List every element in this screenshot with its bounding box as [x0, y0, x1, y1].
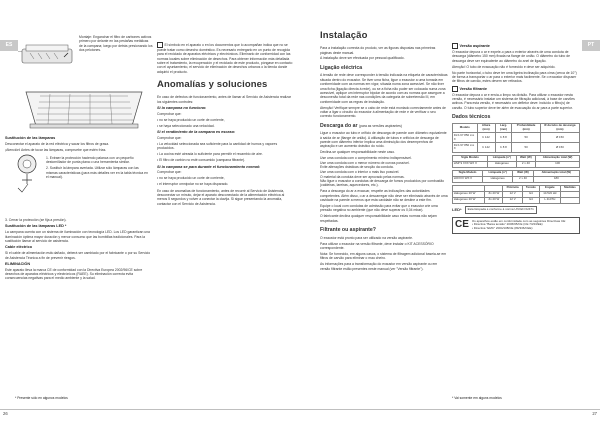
filt-text: O exaustor depura o ar e envia-o limpo na divisão. Para utilizar o exaustor nesta versão, é necessário instalar um sistema de filtração adicional, à base de carvões activos. Para esta versão, é necessário um defletor deve: incluído o filtro(s) de carvão. O tubo superior deve ter além de evacuação do ar para a parte superior.: [452, 92, 575, 110]
install-intro: Para a instalação correcta do produto, ver as figuras dispostas nas primeiras páginas deste manual.: [320, 46, 436, 55]
heading-elim: ELIMINACIÓN: [5, 261, 31, 266]
page-right: [300, 0, 600, 424]
footer-rule: [0, 409, 300, 410]
question-1: Si la campana no funciona:: [157, 106, 207, 111]
table-cell: DLS 67 850 xxx X: [453, 133, 478, 143]
table-cell: HSP 9 XXX WX X: [453, 161, 488, 167]
table-row: [453, 161, 580, 167]
install-note: A instalação deve ser efectuada por pessoal qualificado.: [320, 56, 405, 61]
lamp-step-1: 1. Extraer la protección haciendo palanca con un pequeño destornillador de punta plana o una herramienta similar.: [46, 156, 134, 165]
q2-item: • El filtro de carbón no esté consumido (campana filtrante).: [157, 158, 246, 163]
q1-item: • no se haya producido un corte de corriente,: [157, 117, 225, 122]
table-row: [453, 197, 580, 203]
table-cell: DLS 97 850 xxx X: [453, 143, 478, 153]
question-2: Si el rendimiento de la campana es escaso:: [157, 130, 236, 135]
asp-text: O exaustor depura o ar e expele-o para o exterior através de uma conduta de descarga (diâmetro 150 mm) fixada na flange de união. O diâmetro do tubo de descarga deve ser equivalente ao diâmetro do anel de ligação.: [452, 50, 570, 63]
heading-lamps: Sustitución de las lámparas: [5, 136, 56, 140]
spec-table-lamps-1: [452, 155, 580, 168]
filtr-text-1: O exaustor está pronto para ser utilizado na versão aspirante.: [320, 235, 413, 240]
table-cell: Ø 150: [540, 133, 579, 143]
table-cell: b 8 8: [495, 143, 512, 153]
ce-line: • Directiva "EMC" 2004/108/CE (89/336/CEE): [471, 226, 533, 230]
table-header: Modelo: [453, 123, 478, 133]
heading-cable: Cable eléctrico: [5, 245, 33, 250]
filtr-text-2: Para utilizar o exaustor na versão filtrante, deve instalar o KIT ACESSÓRIO correspondente.: [320, 241, 434, 251]
left-column-1: [79, 35, 153, 54]
led-note: Esta lâmpada é conforme à norma UNI EN 62471: [465, 206, 537, 214]
table-cell: Halogéneo 20 W: [453, 191, 485, 197]
desc-list-item: Use uma conduta com o interior o mais liso possível.: [320, 169, 400, 174]
elim-text: Este aparato lleva la marca CE de conformidad con la Directiva Europea 2002/96/CE sobre desechos de aparatos eléctricos y electrónicos (RAEE). Su eliminación correcta evita consecuencias negativas para el medio ambiente y la salud.: [5, 267, 143, 281]
montaje-text: Montaje: Enganchar el filtro de carbones activos primero por delante en las pestañas metálicas de la campana; luego por detrás presionando los dos pelotones.: [79, 35, 153, 53]
q3-item-text: el interruptor omnipolar no se haya disparado.: [159, 182, 229, 187]
q3-check: Comprobar que:: [157, 170, 182, 175]
q3-item-text: no se haya producido un corte de corriente,: [159, 176, 225, 181]
table-header: Potência: [503, 185, 523, 191]
table-header: Engate: [539, 185, 560, 191]
heading-instalacao: Instalação: [320, 30, 368, 41]
desc-list-item: Use uma conduta com o comprimento mínimo indispensável.: [320, 156, 412, 161]
anomalias-final: En caso de anomalías de funcionamiento, antes de recurrir al Servicio de Asistencia, desconectar un minuto, dejar el aparato desconectado de la alimentación eléctrica al menos 5 segundos y volver a conectar la clavija. Si sigue presentando la anomalía, contactar con el Servicio de Asistencia.: [157, 188, 285, 206]
spec-table-dimensions: [452, 123, 580, 153]
table-cell: Halogéneo: [483, 176, 513, 182]
filtr-note: Nota: Se fornecido, em alguns casos, o sistema de filtragem adicional baseia-se em filtros de carvão para eliminar o mau cheiro.: [320, 251, 447, 261]
led-row: [452, 206, 580, 214]
footer-rule: [300, 409, 600, 410]
table-cell: G4: [522, 191, 539, 197]
heading-filtrante-versao: [452, 86, 580, 92]
recirculation-mode-icon: [452, 86, 458, 92]
table-header: Alimentação total (W): [533, 170, 579, 176]
table-cell: HOXXX WX X: [453, 176, 483, 182]
q1-check: Comprobar que:: [157, 111, 182, 116]
question-3: Si la campana se para durante el funcionamiento normal:: [157, 164, 261, 169]
symbol-text: [157, 42, 295, 74]
heading-aspirante: [452, 43, 580, 49]
table-cell: Zx 20 W: [485, 197, 503, 203]
language-tab-pt: PT: [582, 40, 600, 51]
carbon-filter-illustration: [20, 37, 74, 75]
page-number: 26: [3, 411, 8, 416]
table-cell: 50: [512, 133, 540, 143]
spec-table-bulbs: [452, 185, 580, 204]
desc-text-2: Declina-se qualquer responsabilidade neste caso.: [320, 150, 396, 155]
q1-item: • se haya seleccionado una velocidad.: [157, 123, 215, 128]
table-cell: b 8 8: [495, 133, 512, 143]
heading-ligacao: Ligação eléctrica: [320, 64, 363, 71]
lamp-step-3: 3. Cerrar la protección (se fija a presión).: [5, 218, 67, 222]
table-header: Ø da tubo de descarga (mm): [540, 123, 579, 133]
page-number: 27: [592, 411, 597, 416]
led-text: La campana cuenta con un sistema de iluminación con tecnología LED. Los LED garantizan una iluminación óptima mayor duración y menor consumo que las bombillas tradicionales. Para la sustitución llamar al servicio de asistencia.: [5, 230, 150, 243]
table-row: [453, 176, 580, 182]
q1-item-text: no se haya producido un corte de corriente,: [159, 117, 225, 122]
spec-table-lamps-2: [452, 170, 580, 183]
cable-text: Si el cable de alimentación está dañado, deberá ser cambiado por el fabricante o por su Servicio de Asistencia Técnica a fin de prevenir riesgos.: [5, 251, 151, 260]
table-cell: Halogéneo 20 W: [453, 197, 485, 203]
ce-line: • Directiva "Baixa tensão" 2006/95/CE (CE 73/23/EE): [471, 222, 543, 227]
led-label: LED*: [452, 207, 462, 213]
table-header: Lâmpada (n°): [488, 155, 517, 161]
table-cell: L.3x4TH: [539, 197, 560, 203]
lamp-steps: [46, 156, 151, 181]
asp-warning: Atenção! O tubo de evacuação não é fornecido e deve ser adquirido.: [452, 64, 556, 69]
heading-dados-tecnicos: Dados técnicos: [452, 114, 491, 121]
desc-text-4: Equipe o local com condutas de admissão para evitar que o exaustor crie uma pressão negativa no ambiente (que não deve superar os 0,04 mbar).: [320, 204, 438, 213]
desc-list-item: O material da conduta deve ser aprovado pelas normas.: [320, 174, 405, 179]
table-header: Medidas: [560, 185, 579, 191]
table-cell: b 142: [477, 143, 495, 153]
lamps-intro: Desconectar el aparato de la red eléctrica y sacar los filtros de grasa.: [5, 141, 110, 146]
lamp-step-2: 2. Sustituir la lámpara averiada. Utilizar sólo lámparas con las mismas características (para más detalles ver en la tabla técnica en el manual).: [46, 166, 148, 180]
q2-check: Comprobar que:: [157, 136, 182, 141]
ce-mark-icon: CE: [455, 218, 469, 230]
q2-item-text: La velocidad seleccionada sea suficiente para la cantidad de humos y vapores producidos.: [157, 141, 278, 151]
q1-item-text: se haya seleccionado una velocidad.: [159, 123, 215, 128]
left-column-1-lower: [5, 218, 151, 282]
grease-filter-grid-illustration: [20, 86, 148, 132]
table-cell: 100: [536, 161, 580, 167]
desc-list-item: Evite alterações drásticas de secção da conduta.: [320, 165, 394, 170]
table-cell: b 142: [477, 133, 495, 143]
lamp-replacement-illustration: [10, 150, 44, 194]
table-header: Watt (W): [513, 170, 533, 176]
asp-text-2: No parte horizontal, o tubo deve ter uma ligeira inclinação para cima (cerca de 10°) de forma a transportar o ar para o exterior mais facilmente. Se o exaustor dispuser de filtros de carvão, estes devem ser retirados.: [452, 70, 577, 84]
table-row: [453, 143, 580, 153]
table-cell: Ø 150: [540, 143, 579, 153]
ce-text: [472, 220, 566, 231]
table-header: Larg. (mm): [495, 123, 512, 133]
right-column-2: [452, 41, 580, 234]
ce-line: Os aparelhos estão em conformidade com as seguintes Directivas CE:: [471, 218, 566, 223]
table-cell: 14.5x9 Hd: [539, 191, 560, 197]
ce-conformity-box: [452, 217, 580, 234]
desc-text-1: Ligue o exaustor ao tubo e orifício de descarga de parede com diâmetro equivalente à saída de ar (flange de união). A utilização de tubos e orifícios de descarga de parede com diâmetro inferior implica uma diminuição dos desempenhos de aspiração e um aumento drástico do ruído.: [320, 131, 447, 149]
table-cell: 2 x 40: [513, 176, 533, 182]
anomalias-intro: En caso de defectos de funcionamiento, antes de llamar al Servicio de Asistencia realizar los siguientes controles:: [157, 95, 292, 104]
desc-list-item: Não ligue o exaustor a condutas de descarga de fumos produzidos por combustão (caldeiras, lareiras, aquecedores, etc.).: [320, 179, 445, 188]
heading-filtrante: Filtrante ou aspirante?: [320, 227, 376, 234]
left-column-2: [157, 42, 295, 208]
q2-item: • La cocina esté aireada lo suficiente para permitir el recambio de aire.: [157, 152, 263, 157]
q3-item: • no se haya producido un corte de corriente,: [157, 176, 225, 181]
table-header: Alimentação total (W): [536, 155, 580, 161]
table-header: Tensão: [522, 185, 539, 191]
q2-item: • La velocidad seleccionada sea suficiente para la cantidad de humos y vapores producidos.: [157, 141, 278, 151]
filtr-text-3: As informações para a transformação do exaustor em versão aspirante ou em versão filtrante estão presentes neste manual (ver "Versão filtrante").: [320, 262, 438, 271]
table-header: Altura (mm): [477, 123, 495, 133]
desc-text-5: O fabricante declina qualquer responsabilidade caso estas normas não sejam respeitadas.: [320, 214, 437, 223]
table-row: [453, 133, 580, 143]
table-cell: 2 x 40: [516, 161, 535, 167]
table-cell: Halogéneo: [488, 161, 517, 167]
symbol-text-body: El símbolo en el aparato o en los documentos que lo acompañan indica que no se puede tratar como desecho doméstico. Es necesario entregarlo en un punto de recogida para el reciclado de aparatos eléctricos y electrónicos. Eliminarlo de conformidad con las normas locales sobre eliminación de desechos. Para obtener información más detallada sobre el tratamiento, la recuperación y el reciclado de este producto, póngase en contacto con el ayuntamiento, el servicio de eliminación de desechos urbanos o la tienda donde adquirió el producto.: [157, 42, 293, 74]
q3-item: • el interruptor omnipolar no se haya disparado.: [157, 182, 229, 187]
heading-descarga-sub: (para as versões aspirantes): [358, 123, 402, 128]
footnote: * Vai somente em alguns modelos: [452, 396, 502, 400]
table-header-row: [453, 123, 580, 133]
heading-descarga-text: Descarga do ar: [320, 122, 358, 129]
table-header: Sigla Modelo: [453, 170, 483, 176]
heading-led: Sustitución de las lámparas LED *: [5, 224, 67, 229]
right-column-1: [320, 30, 448, 273]
footnote: * Presente sólo en algunos modelos: [15, 396, 68, 400]
desc-list-item: Use uma conduta com o menor número de curvas possível.: [320, 160, 410, 165]
table-cell: 12 V: [503, 197, 523, 203]
heading-filtrante-text: Versão filtrante: [459, 86, 487, 91]
q2-item-text: El filtro de carbón no esté consumido (campana filtrante).: [159, 158, 246, 163]
left-column-1-body: [5, 134, 151, 154]
table-header: Watt (W): [516, 155, 535, 161]
language-tab-es: ES: [0, 40, 18, 51]
table-cell: [560, 197, 579, 203]
table-cell: Zx 20 W: [485, 191, 503, 197]
table-cell: 12 V: [503, 191, 523, 197]
table-cell: 180: [533, 176, 579, 182]
heading-descarga: [320, 123, 448, 130]
table-cell: G4: [522, 197, 539, 203]
q2-item-text: La cocina esté aireada lo suficiente para permitir el recambio de aire.: [159, 152, 263, 157]
table-header: Profundidade (mm): [512, 123, 540, 133]
lamps-warning: ¡Atención! Antes de tocar las lámparas, compruebe que estén frías.: [5, 147, 107, 152]
table-header: Lâmpada (n°): [483, 170, 513, 176]
exhaust-mode-icon: [452, 43, 458, 49]
heading-aspirante-text: Versão aspirante: [459, 44, 490, 48]
heading-anomalias: Anomalías y soluciones: [157, 79, 268, 91]
desc-text-3: Para a descarga do ar a evacuar, respeite as indicações das autoridades competentes. Além disso, o ar a descarregar não deve ser eliminado através de uma cavidade na parede a menos que esta cavidade não se destine a este fim.: [320, 189, 448, 203]
table-cell: 50: [512, 143, 540, 153]
table-header: Sigla Modelo: [453, 155, 488, 161]
elec-warning: Atenção! Verifique sempre se o cabo de rede está montado correctamente antes de voltar a ligar o circuito do exaustor à alimentação de rede e de verificar o seu correcto funcionamento.: [320, 105, 446, 119]
elec-text: A tensão de rede deve corresponder à tensão indicada na etiqueta de características situada dentro do exaustor. Se tiver uma ficha, ligue o exaustor a uma tomada em conformidade com as normas em vigor, situada numa zona acessível. Se não tiver uma ficha (ligação directa à rede), ou se a ficha não puder ser colocada numa zona acessível, aplique um interruptor bipolar de acordo com as normas que assegure a desconexão total da rede nas condições da categoria de sobretensão III, em conformidade com as regras de instalação.: [320, 73, 448, 104]
